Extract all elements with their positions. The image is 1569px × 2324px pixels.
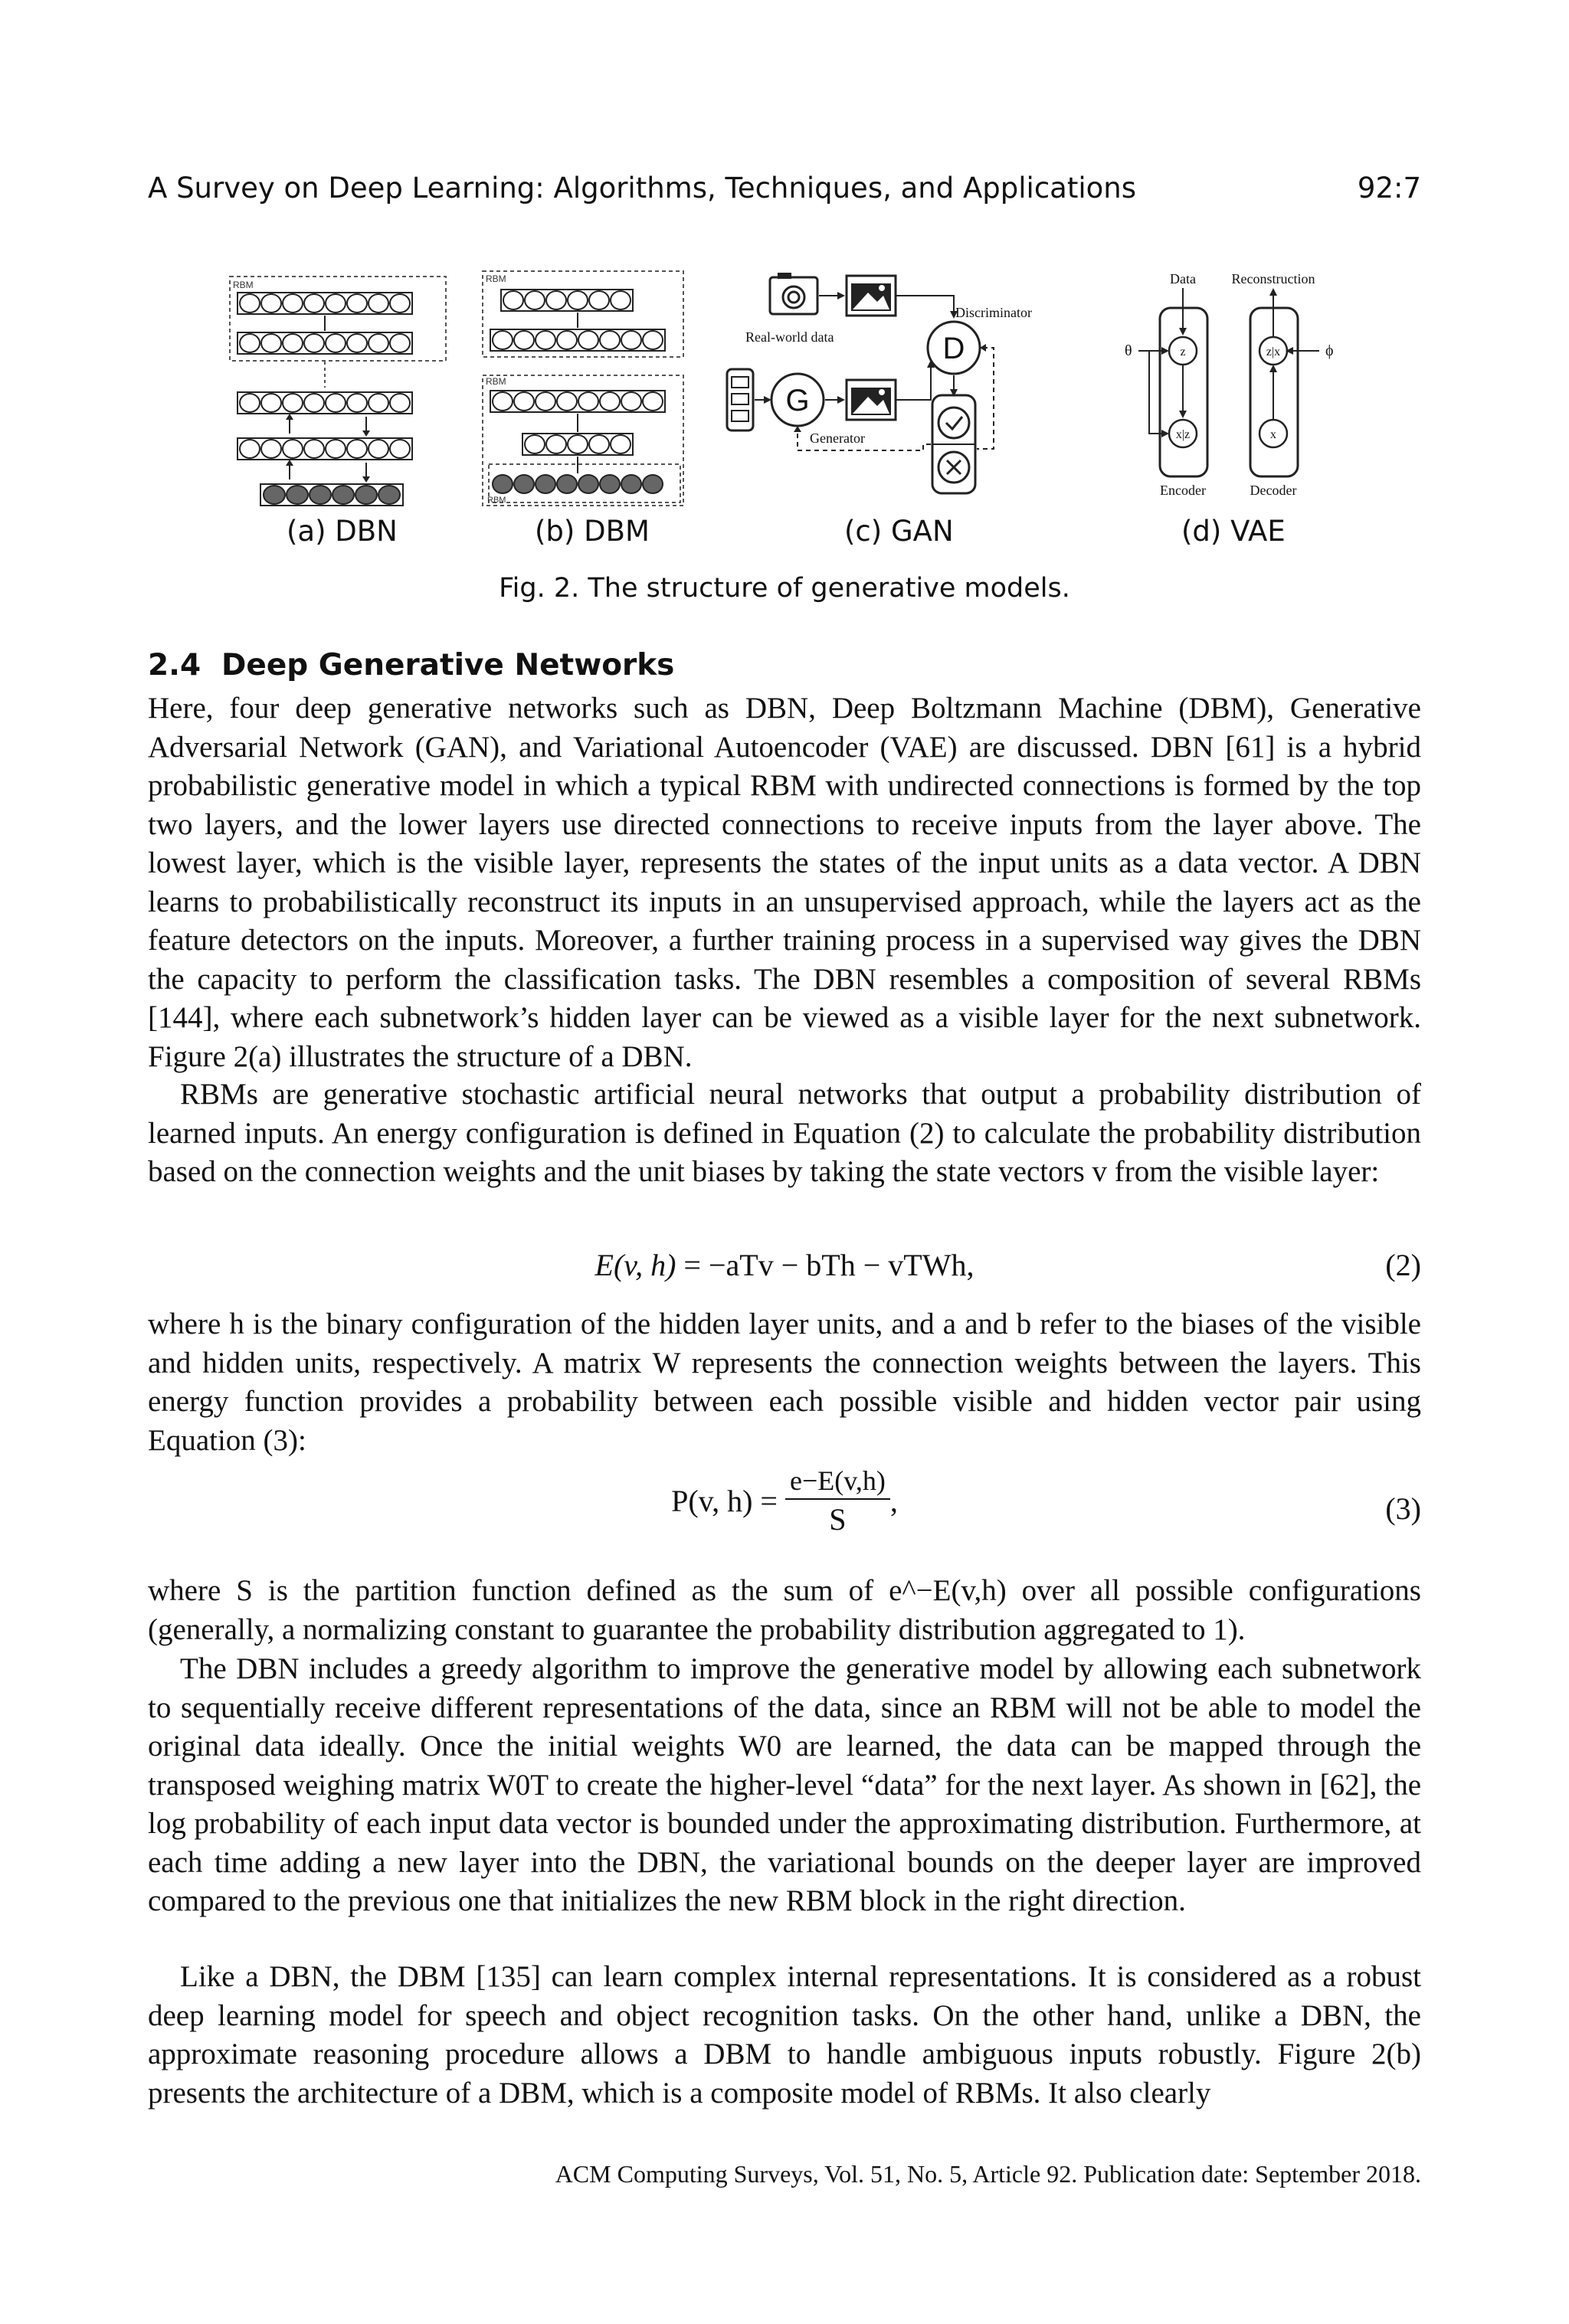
running-header	[148, 172, 1421, 210]
section-heading	[148, 648, 674, 682]
rbm-label-mid: RBM	[486, 376, 506, 387]
phi-label: ϕ	[1325, 342, 1334, 359]
vae-diagram	[1096, 265, 1371, 495]
g-label: G	[785, 384, 810, 417]
real-world-data-label: Real-world data	[745, 329, 834, 345]
equation-2-number: (2)	[1385, 1248, 1421, 1282]
dbn-diagram	[228, 273, 466, 506]
xz-label: x|z	[1175, 428, 1191, 441]
subcaption-d: (d) VAE	[1181, 515, 1286, 548]
page-number: 92:7	[1357, 172, 1421, 205]
check-icon	[938, 408, 969, 438]
running-title: A Survey on Deep Learning: Algorithms, Techniques, and Applications	[148, 172, 1136, 205]
z-label: z	[1180, 345, 1186, 358]
theta-label: θ	[1125, 342, 1132, 359]
equation-3-body: P(v, h) = $\frac{e-E(v,h)}{S}$ ,	[671, 1465, 898, 1537]
rbm-label: RBM	[233, 280, 254, 290]
page-footer: ACM Computing Surveys, Vol. 51, No. 5, Article 92. Publication date: September 2018.	[555, 2160, 1421, 2188]
generator-label: Generator	[810, 430, 865, 446]
paragraph-3: where h is the binary configuration of the hidden layer units, and a and b refer to the biases of the visible and hidden units, respectively. A matrix W represents the connection weights between the layers. This energy function provides a probability between each possible visible and hidden vector pair using Equation (3):	[148, 1308, 1421, 1457]
paragraph-2: RBMs are generative stochastic artificial neural networks that output a probability distribution of learned inputs. An energy configuration is defined in Equation (2) to calculate the probability distribution based on the connection weights and the unit biases by taking the state vectors v from the visible layer:	[148, 1078, 1421, 1188]
reconstruction-label: Reconstruction	[1231, 271, 1315, 286]
subcaption-c: (c) GAN	[844, 515, 954, 548]
noise-input-icon	[727, 369, 753, 430]
data-label: Data	[1170, 271, 1196, 286]
paragraph-1: Here, four deep generative networks such as DBN, Deep Boltzmann Machine (DBM), Generative Adversarial Network (GAN), and Variational Autoencoder (VAE) are discussed. DBN [61] is a hybrid probabilistic generative model in which a typical RBM with undirected connections is formed by the top two layers, and the lower layers use directed connections to receive inputs from the layer above. The lowest layer, which is the visible layer, represents the states of the input units as a data vector. A DBN learns to probabilistically reconstruct its inputs in an unsupervised approach, while the layers act as the feature detectors on the inputs. Moreover, a further training process in a supervised way gives the DBN the capacity to perform the classification tasks. The DBN resembles a composition of several RBMs [144], where each subnetwork’s hidden layer can be viewed as a visible layer for the next subnetwork. Figure 2(a) illustrates the structure of a DBN.	[148, 692, 1421, 1073]
equation-3	[148, 1465, 1421, 1556]
subcaption-a: (a) DBN	[287, 515, 398, 548]
x-label: x	[1270, 428, 1276, 441]
encoder-label: Encoder	[1160, 483, 1206, 495]
section-title: Deep Generative Networks	[221, 648, 675, 682]
paragraph-4: where S is the partition function defined as the sum of e^−E(v,h) over all possible configurations (generally, a normalizing constant to guarantee the probability distribution aggregated to 1).	[148, 1574, 1421, 1646]
equation-3-number: (3)	[1385, 1491, 1421, 1526]
zx-label: z|x	[1266, 345, 1281, 358]
section-number: 2.4	[148, 648, 201, 682]
camera-icon	[770, 273, 817, 314]
dbm-diagram	[481, 270, 711, 507]
rbm-label-top: RBM	[486, 273, 506, 284]
figure-2	[146, 265, 1433, 556]
rbm-label-bottom: RBM	[487, 496, 506, 505]
paragraph-6: Like a DBN, the DBM [135] can learn complex internal representations. It is considered as a robust deep learning model for speech and object recognition tasks. On the other hand, unlike a DBN, the approximate reasoning procedure allows a DBM to handle ambiguous inputs robustly. Figure 2(b) presents the architecture of a DBM, which is a composite model of RBMs. It also clearly	[148, 1960, 1421, 2110]
real-image-icon	[847, 276, 896, 316]
equation-3-fraction: $\frac{e-E(v,h)}{S}$	[785, 1465, 890, 1537]
d-label: D	[942, 332, 965, 365]
discriminator-label: Discriminator	[955, 305, 1032, 320]
fake-image-icon	[847, 380, 896, 420]
decoder-label: Decoder	[1250, 483, 1297, 495]
figure-caption: Fig. 2. The structure of generative models.	[499, 573, 1070, 604]
equation-2-body: E(v, h) = −aTv − bTh − vTWh,	[595, 1248, 974, 1282]
paragraph-5: The DBN includes a greedy algorithm to improve the generative model by allowing each subnetwork to sequentially receive different representations of the data, since an RBM will not be able to model the original data ideally. Once the initial weights W0 are learned, the data can be mapped through the transposed weighing matrix W0T to create the higher-level “data” for the next layer. As shown in [62], the log probability of each input data vector is bounded under the approximating distribution. Furthermore, at each time adding a new layer into the DBN, the variational bounds on the deeper layer are improved compared to the previous one that initializes the new RBM block in the right direction.	[148, 1652, 1421, 1917]
subcaption-b: (b) DBM	[535, 515, 650, 548]
gan-diagram	[724, 265, 1046, 502]
